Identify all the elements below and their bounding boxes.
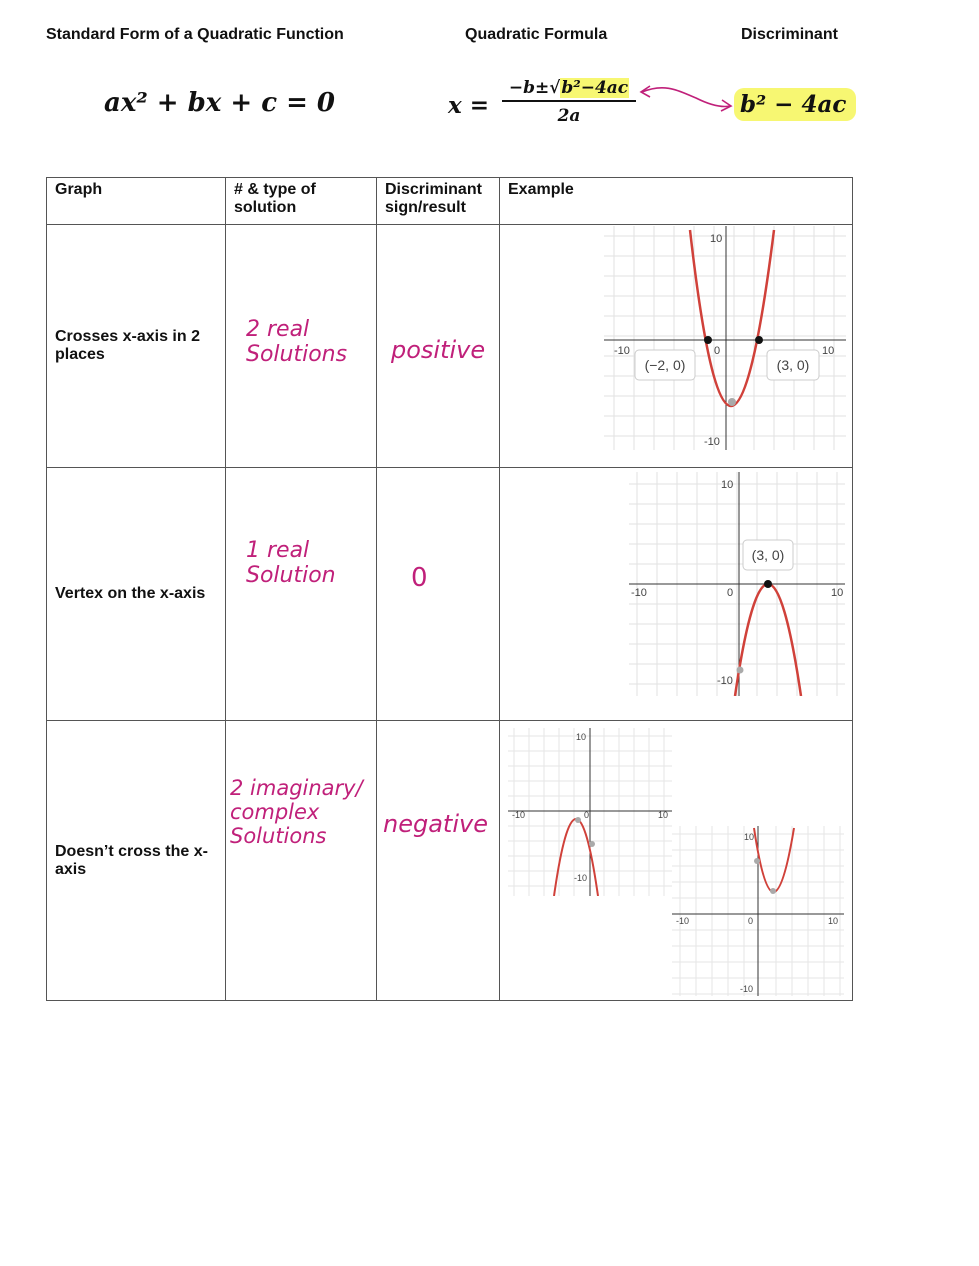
qf-denominator: 2a (557, 106, 581, 126)
header-quadratic-formula: Quadratic Formula (465, 26, 608, 43)
x-tick-right: 10 (658, 810, 669, 820)
col-header-sign: Discriminant sign/result (377, 178, 500, 225)
row1-sign-cell (377, 225, 500, 468)
parabola-curve (735, 584, 801, 696)
y-tick-top: 10 (576, 732, 587, 742)
x-tick-left: -10 (631, 587, 647, 599)
vertex-point (770, 888, 776, 894)
row3-solutions-cell (226, 721, 377, 1001)
graph-two-roots (604, 226, 846, 450)
col-header-graph: Graph (47, 178, 226, 225)
vertex-point (728, 398, 736, 406)
col-header-solutions: # & type of solution (226, 178, 377, 225)
y-intercept-point (737, 667, 744, 674)
row1-sign: positive (391, 336, 486, 364)
graph-no-roots-down (508, 728, 672, 896)
x-tick-left: -10 (614, 345, 630, 357)
point-label-right: (3, 0) (776, 357, 810, 373)
origin-label: 0 (584, 810, 590, 820)
y-tick-top: 10 (721, 479, 734, 491)
x-tick-left: -10 (512, 810, 526, 820)
qf-num-prefix: −b±√ (508, 78, 561, 98)
row2-solutions: 1 real Solution (246, 538, 336, 589)
x-tick-right: 10 (822, 345, 835, 357)
qf-lhs: x = (448, 92, 489, 119)
graph-no-roots-up (672, 826, 844, 996)
row2-solutions-cell (226, 468, 377, 721)
y-tick-top: 10 (710, 233, 723, 245)
y-tick-bottom: -10 (740, 984, 754, 994)
point-label-left: (−2, 0) (644, 357, 686, 373)
row3-sign: negative (383, 810, 488, 838)
root-point (755, 336, 763, 344)
y-tick-bottom: -10 (717, 675, 733, 687)
row3-graph-label: Doesn’t cross the x-axis (47, 721, 226, 1001)
row1-graph-label: Crosses x-axis in 2 places (47, 225, 226, 468)
point-label-vertex: (3, 0) (751, 547, 785, 563)
vertex-point (575, 817, 581, 823)
vertex-point (764, 580, 772, 588)
y-tick-bottom: -10 (704, 436, 720, 448)
parabola-curve (554, 819, 598, 896)
header-discriminant: Discriminant (741, 26, 838, 43)
x-tick-left: -10 (676, 916, 690, 926)
double-arrow-icon (636, 80, 736, 120)
row1-solutions: 2 real Solutions (246, 317, 348, 368)
discriminant-expression: b² − 4ac (734, 88, 856, 121)
row3-solutions: 2 imaginary/ complex Solutions (230, 776, 363, 849)
origin-label: 0 (714, 345, 721, 357)
quadratic-formula-fraction (502, 78, 636, 126)
origin-label: 0 (748, 916, 754, 926)
standard-form-equation: ax² + bx + c = 0 (104, 88, 336, 118)
graph-one-root (629, 472, 845, 696)
row2-sign: 0 (411, 563, 428, 593)
y-intercept-point (754, 858, 760, 864)
y-intercept-point (589, 841, 595, 847)
row2-graph-label: Vertex on the x-axis (47, 468, 226, 721)
origin-label: 0 (727, 587, 734, 599)
col-header-example: Example (500, 178, 853, 225)
row1-solutions-cell (226, 225, 377, 468)
header-standard-form: Standard Form of a Quadratic Function (46, 26, 344, 43)
qf-radicand: b²−4ac (561, 78, 629, 98)
row3-sign-cell (377, 721, 500, 1001)
x-tick-right: 10 (831, 587, 844, 599)
row2-sign-cell (377, 468, 500, 721)
y-tick-top: 10 (744, 832, 755, 842)
grid (604, 226, 846, 450)
y-tick-bottom: -10 (574, 873, 588, 883)
x-tick-right: 10 (828, 916, 839, 926)
root-point (704, 336, 712, 344)
